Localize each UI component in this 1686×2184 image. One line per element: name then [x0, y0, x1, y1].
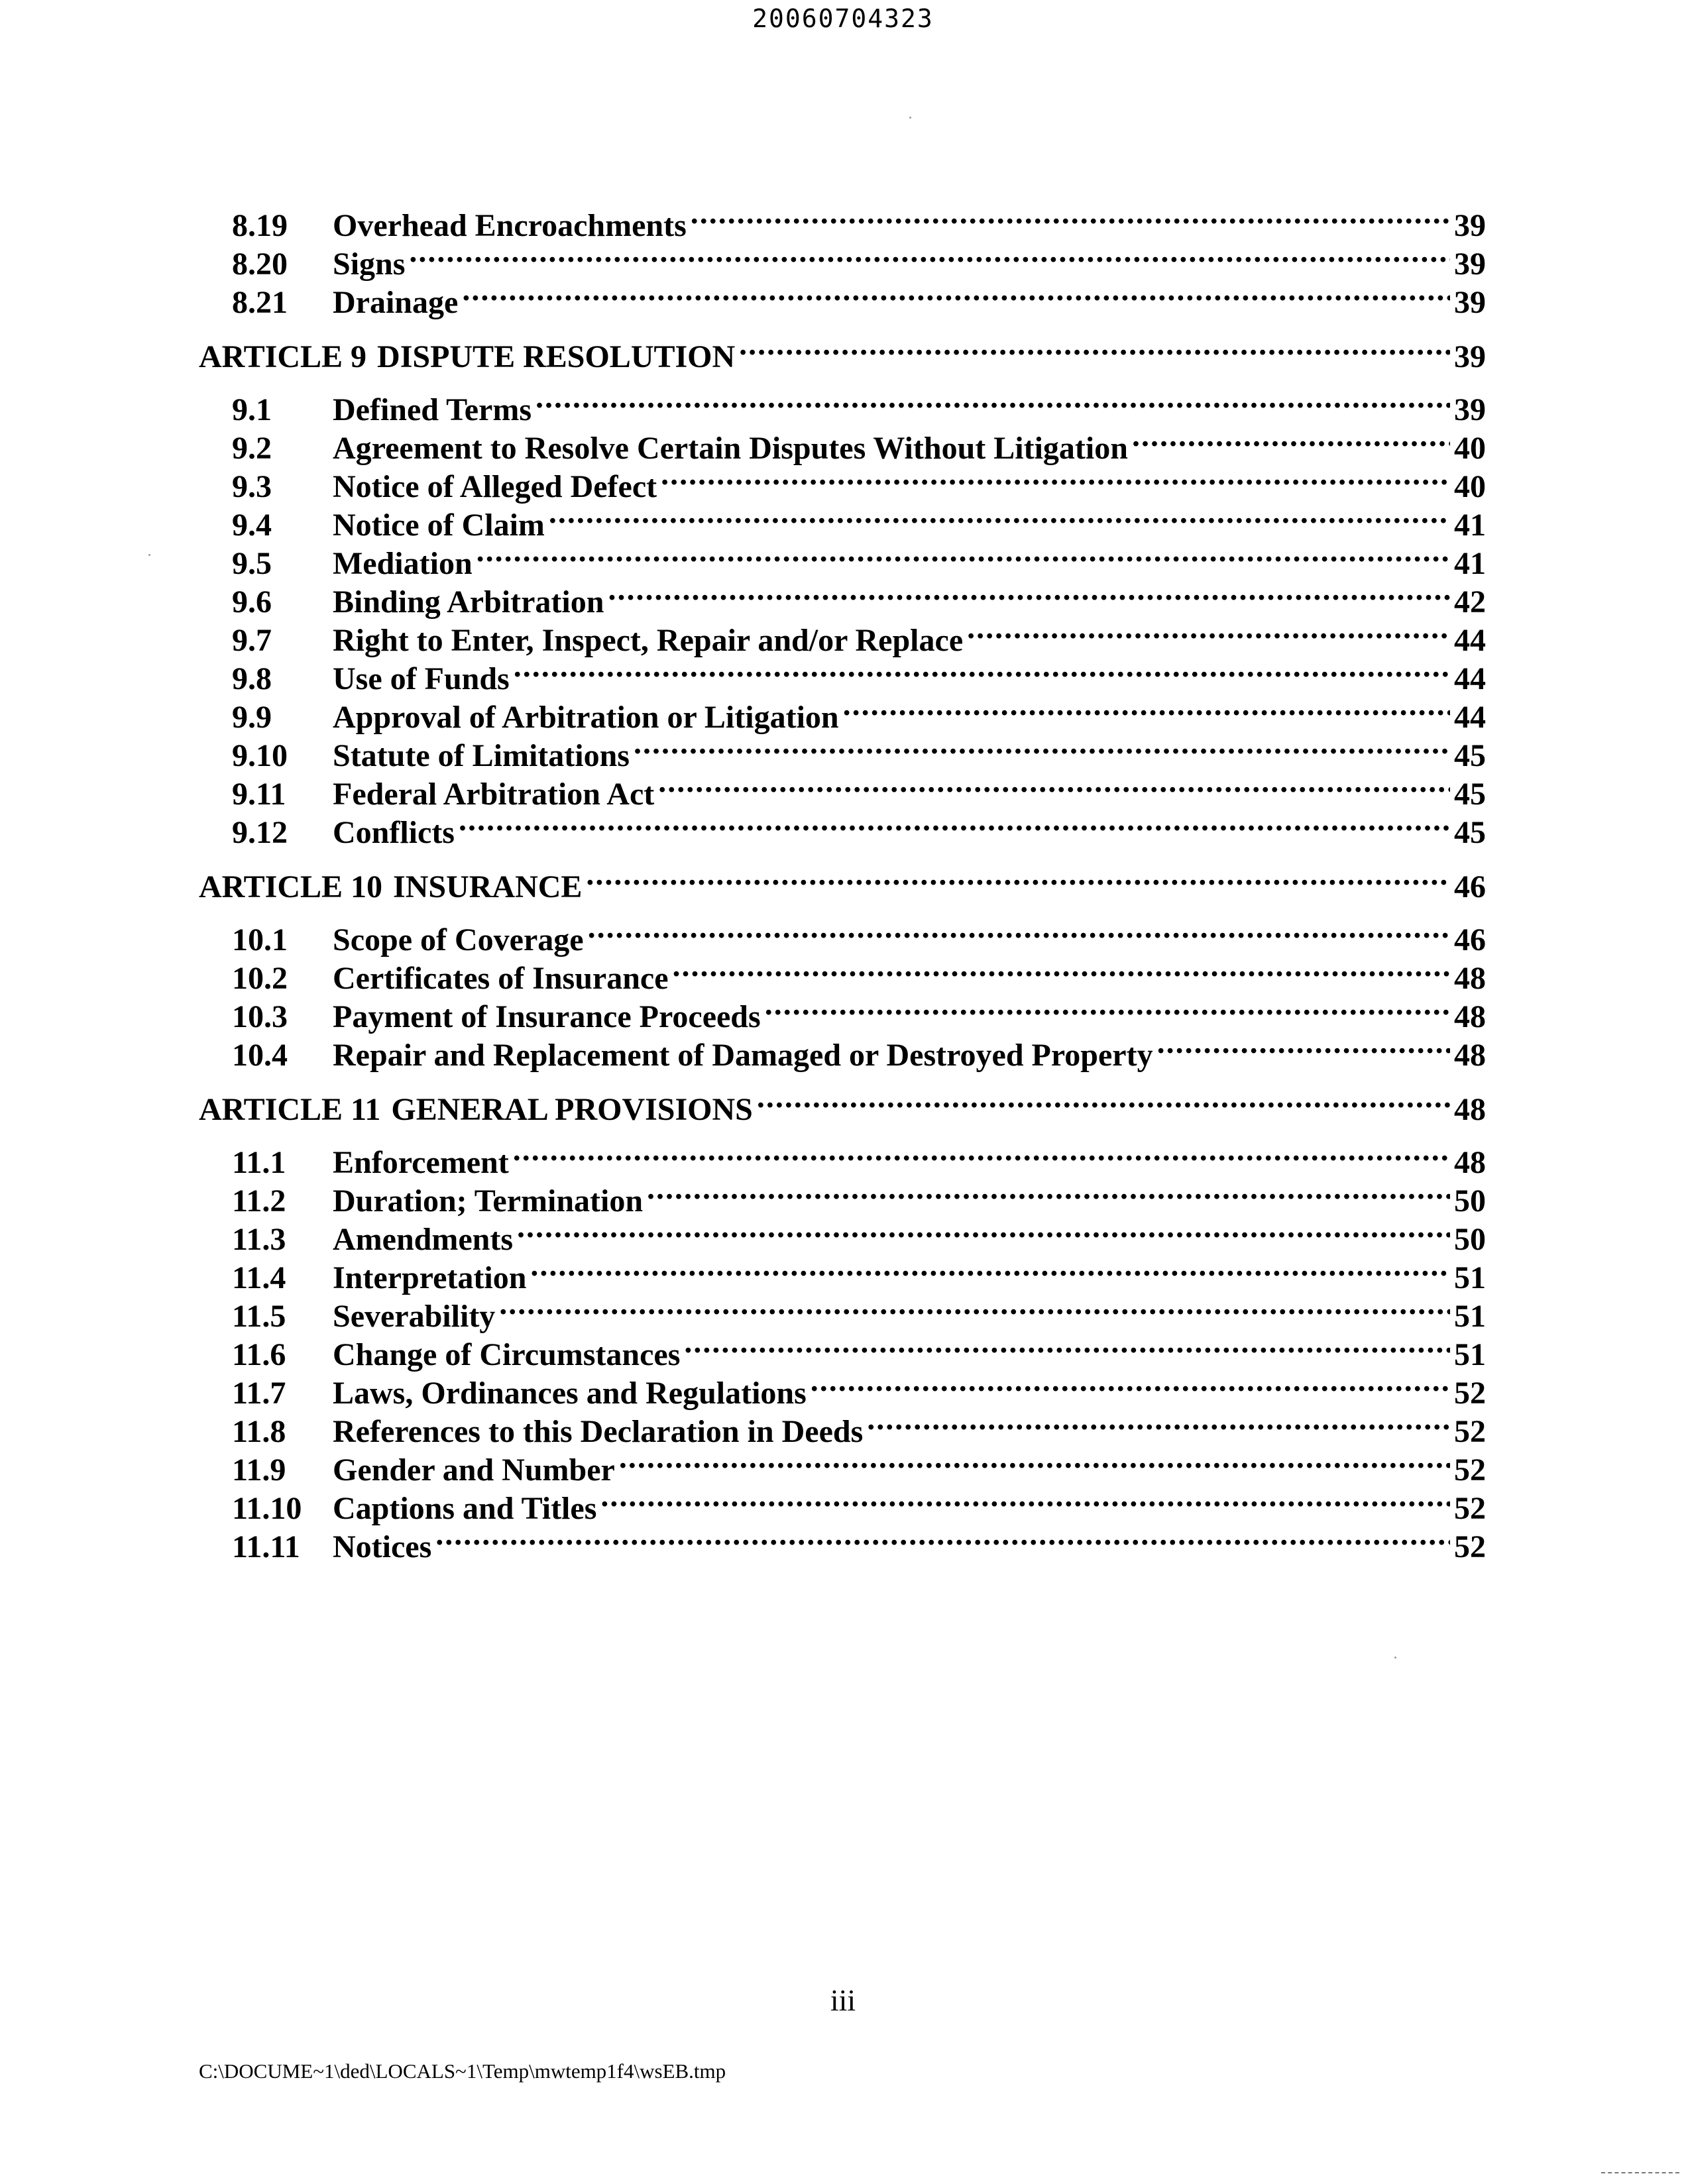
toc-dot-leader [514, 651, 1450, 689]
toc-entry-page: 39 [1454, 208, 1486, 243]
toc-entry-number: 9.6 [232, 584, 272, 620]
toc-entry-number: 11.11 [232, 1529, 300, 1564]
toc-entry-title: Payment of Insurance Proceeds [333, 999, 761, 1034]
toc-entry-title: DISPUTE RESOLUTION [377, 339, 736, 374]
toc-dot-leader [843, 689, 1450, 728]
toc-entry-page: 48 [1454, 1145, 1486, 1180]
toc-dot-leader [462, 274, 1450, 313]
toc-dot-leader [739, 329, 1450, 367]
document-number: 20060704323 [752, 4, 934, 33]
toc-entry-page: 50 [1454, 1183, 1486, 1219]
toc-entry-title: Captions and Titles [333, 1491, 597, 1526]
toc-entry-number: 11.1 [232, 1145, 286, 1180]
toc-dot-leader [673, 950, 1450, 989]
toc-dot-leader [619, 1442, 1450, 1480]
toc-entry-title: GENERAL PROVISIONS [391, 1092, 753, 1127]
toc-section-entry[interactable] [199, 689, 1486, 735]
toc-entry-number: 11.2 [232, 1183, 286, 1219]
toc-entry-number: 11.6 [232, 1337, 286, 1372]
toc-section-entry[interactable] [199, 497, 1486, 543]
toc-section-entry[interactable] [199, 420, 1486, 466]
toc-dot-leader [517, 1211, 1450, 1250]
toc-entry-page: 39 [1454, 339, 1486, 374]
toc-entry-title: Scope of Coverage [333, 922, 584, 957]
toc-entry-title: Use of Funds [333, 661, 510, 696]
toc-article-entry[interactable] [199, 329, 1486, 374]
toc-dot-leader [499, 1288, 1450, 1327]
toc-entry-title: Approval of Arbitration or Litigation [333, 700, 839, 735]
toc-dot-leader [535, 382, 1450, 420]
toc-dot-leader [459, 804, 1450, 843]
toc-entry-number: 10.2 [232, 961, 288, 996]
toc-entry-page: 40 [1454, 469, 1486, 504]
toc-dot-leader [967, 612, 1450, 651]
toc-entry-number: ARTICLE 11 [199, 1092, 381, 1127]
toc-entry-number: 9.12 [232, 815, 288, 850]
page-number: iii [830, 1983, 856, 2017]
toc-section-entry[interactable] [199, 728, 1486, 773]
toc-section-entry[interactable] [199, 1134, 1486, 1180]
toc-section-entry[interactable] [199, 382, 1486, 427]
toc-entry-title: Binding Arbitration [333, 584, 604, 620]
toc-entry-page: 46 [1454, 922, 1486, 957]
toc-entry-title: Enforcement [333, 1145, 509, 1180]
toc-section-entry[interactable] [199, 535, 1486, 581]
toc-entry-title: Agreement to Resolve Certain Disputes Without Litigation [333, 431, 1128, 466]
toc-entry-number: 10.3 [232, 999, 288, 1034]
scan-speck [1394, 1657, 1396, 1659]
toc-entry-title: Repair and Replacement of Damaged or Destroyed Property [333, 1038, 1153, 1073]
toc-section-entry[interactable] [199, 1027, 1486, 1073]
toc-entry-page: 44 [1454, 661, 1486, 696]
scan-speck [148, 554, 150, 556]
toc-entry-title: Change of Circumstances [333, 1337, 681, 1372]
toc-entry-page: 52 [1454, 1376, 1486, 1411]
toc-entry-page: 50 [1454, 1222, 1486, 1257]
toc-dot-leader [435, 1519, 1450, 1557]
toc-entry-title: Laws, Ordinances and Regulations [333, 1376, 807, 1411]
toc-entry-page: 51 [1454, 1260, 1486, 1295]
toc-section-entry[interactable] [199, 612, 1486, 658]
toc-entry-page: 46 [1454, 869, 1486, 904]
toc-entry-page: 44 [1454, 700, 1486, 735]
toc-entry-page: 42 [1454, 584, 1486, 620]
toc-entry-page: 52 [1454, 1529, 1486, 1564]
toc-entry-page: 48 [1454, 1092, 1486, 1127]
toc-entry-page: 40 [1454, 431, 1486, 466]
toc-entry-title: Conflicts [333, 815, 455, 850]
toc-entry-number: ARTICLE 9 [199, 339, 367, 374]
file-path-footer: C:\DOCUME~1\ded\LOCALS~1\Temp\mwtemp1f4\wsEB.tmp [199, 2059, 726, 2083]
toc-entry-page: 48 [1454, 961, 1486, 996]
toc-entry-title: Defined Terms [333, 392, 532, 427]
toc-article-entry[interactable] [199, 859, 1486, 904]
toc-dot-leader [647, 1173, 1450, 1211]
toc-dot-leader [549, 497, 1450, 535]
toc-entry-title: Right to Enter, Inspect, Repair and/or Replace [333, 623, 964, 658]
toc-dot-leader [658, 766, 1450, 804]
toc-entry-page: 39 [1454, 285, 1486, 320]
toc-entry-page: 52 [1454, 1414, 1486, 1449]
toc-entry-page: 48 [1454, 999, 1486, 1034]
toc-entry-number: 11.7 [232, 1376, 286, 1411]
toc-section-entry[interactable] [199, 574, 1486, 620]
toc-dot-leader [588, 912, 1450, 950]
toc-entry-number: 11.5 [232, 1299, 286, 1334]
toc-entry-number: ARTICLE 10 [199, 869, 383, 904]
toc-section-entry[interactable] [199, 1211, 1486, 1257]
toc-entry-number: 9.5 [232, 546, 272, 581]
toc-entry-title: Interpretation [333, 1260, 527, 1295]
toc-entry-number: 11.4 [232, 1260, 286, 1295]
toc-section-entry[interactable] [199, 274, 1486, 320]
toc-entry-title: Overhead Encroachments [333, 208, 687, 243]
toc-section-entry[interactable] [199, 950, 1486, 996]
toc-entry-number: 11.3 [232, 1222, 286, 1257]
toc-section-entry[interactable] [199, 1288, 1486, 1334]
toc-entry-number: 11.10 [232, 1491, 302, 1526]
toc-entry-title: Duration; Termination [333, 1183, 644, 1219]
toc-dot-leader [811, 1365, 1450, 1403]
toc-dot-leader [765, 989, 1450, 1027]
toc-entry-page: 52 [1454, 1491, 1486, 1526]
toc-section-entry[interactable] [199, 766, 1486, 812]
toc-entry-number: 9.1 [232, 392, 272, 427]
toc-dot-leader [1157, 1027, 1450, 1065]
toc-entry-page: 39 [1454, 246, 1486, 282]
toc-entry-number: 11.8 [232, 1414, 286, 1449]
toc-dot-leader [867, 1403, 1450, 1442]
toc-entry-page: 45 [1454, 815, 1486, 850]
toc-section-entry[interactable] [199, 197, 1486, 243]
toc-entry-number: 8.19 [232, 208, 288, 243]
toc-entry-title: Signs [333, 246, 406, 282]
toc-entry-number: 10.1 [232, 922, 288, 957]
toc-dot-leader [757, 1081, 1450, 1120]
toc-entry-title: INSURANCE [393, 869, 583, 904]
toc-section-entry[interactable] [199, 1250, 1486, 1295]
toc-section-entry[interactable] [199, 1442, 1486, 1488]
toc-entry-number: 9.9 [232, 700, 272, 735]
toc-entry-number: 9.8 [232, 661, 272, 696]
toc-dot-leader [513, 1134, 1450, 1173]
toc-dot-leader [409, 236, 1450, 274]
scan-edge-mark [1601, 2172, 1679, 2173]
toc-section-entry[interactable] [199, 459, 1486, 504]
toc-section-entry[interactable] [199, 1327, 1486, 1372]
toc-entry-title: Notice of Claim [333, 508, 545, 543]
toc-dot-leader [586, 859, 1450, 897]
toc-dot-leader [477, 535, 1450, 574]
toc-entry-page: 51 [1454, 1337, 1486, 1372]
toc-section-entry[interactable] [199, 236, 1486, 282]
toc-section-entry[interactable] [199, 1480, 1486, 1526]
scan-speck [909, 117, 911, 119]
toc-entry-number: 9.4 [232, 508, 272, 543]
toc-section-entry[interactable] [199, 651, 1486, 696]
toc-entry-title: Federal Arbitration Act [333, 777, 655, 812]
toc-section-entry[interactable] [199, 912, 1486, 957]
toc-entry-page: 45 [1454, 777, 1486, 812]
toc-section-entry[interactable] [199, 989, 1486, 1034]
toc-entry-title: Statute of Limitations [333, 738, 630, 773]
toc-section-entry[interactable] [199, 1365, 1486, 1411]
toc-dot-leader [600, 1480, 1450, 1519]
toc-entry-number: 9.7 [232, 623, 272, 658]
toc-entry-page: 41 [1454, 546, 1486, 581]
toc-entry-title: Severability [333, 1299, 496, 1334]
toc-dot-leader [691, 197, 1450, 236]
toc-entry-page: 48 [1454, 1038, 1486, 1073]
toc-section-entry[interactable] [199, 1519, 1486, 1564]
toc-entry-number: 9.2 [232, 431, 272, 466]
toc-section-entry[interactable] [199, 804, 1486, 850]
toc-entry-title: Notices [333, 1529, 432, 1564]
toc-entry-page: 44 [1454, 623, 1486, 658]
toc-entry-title: Gender and Number [333, 1452, 615, 1488]
toc-entry-number: 9.10 [232, 738, 288, 773]
toc-entry-page: 52 [1454, 1452, 1486, 1488]
toc-entry-page: 45 [1454, 738, 1486, 773]
toc-entry-number: 8.21 [232, 285, 288, 320]
toc-entry-number: 11.9 [232, 1452, 286, 1488]
toc-dot-leader [634, 728, 1450, 766]
toc-entry-title: Notice of Alleged Defect [333, 469, 657, 504]
toc-entry-title: References to this Declaration in Deeds [333, 1414, 864, 1449]
toc-dot-leader [661, 459, 1450, 497]
toc-article-entry[interactable] [199, 1081, 1486, 1127]
toc-entry-title: Mediation [333, 546, 473, 581]
toc-entry-title: Drainage [333, 285, 459, 320]
toc-entry-title: Amendments [333, 1222, 513, 1257]
toc-entry-page: 51 [1454, 1299, 1486, 1334]
toc-section-entry[interactable] [199, 1173, 1486, 1219]
toc-entry-title: Certificates of Insurance [333, 961, 669, 996]
toc-entry-number: 8.20 [232, 246, 288, 282]
toc-section-entry[interactable] [199, 1403, 1486, 1449]
toc-entry-page: 39 [1454, 392, 1486, 427]
toc-entry-number: 9.3 [232, 469, 272, 504]
toc-entry-number: 9.11 [232, 777, 286, 812]
toc-entry-number: 10.4 [232, 1038, 288, 1073]
toc-entry-page: 41 [1454, 508, 1486, 543]
toc-dot-leader [1132, 420, 1450, 459]
toc-dot-leader [684, 1327, 1450, 1365]
toc-dot-leader [530, 1250, 1450, 1288]
toc-dot-leader [608, 574, 1450, 612]
